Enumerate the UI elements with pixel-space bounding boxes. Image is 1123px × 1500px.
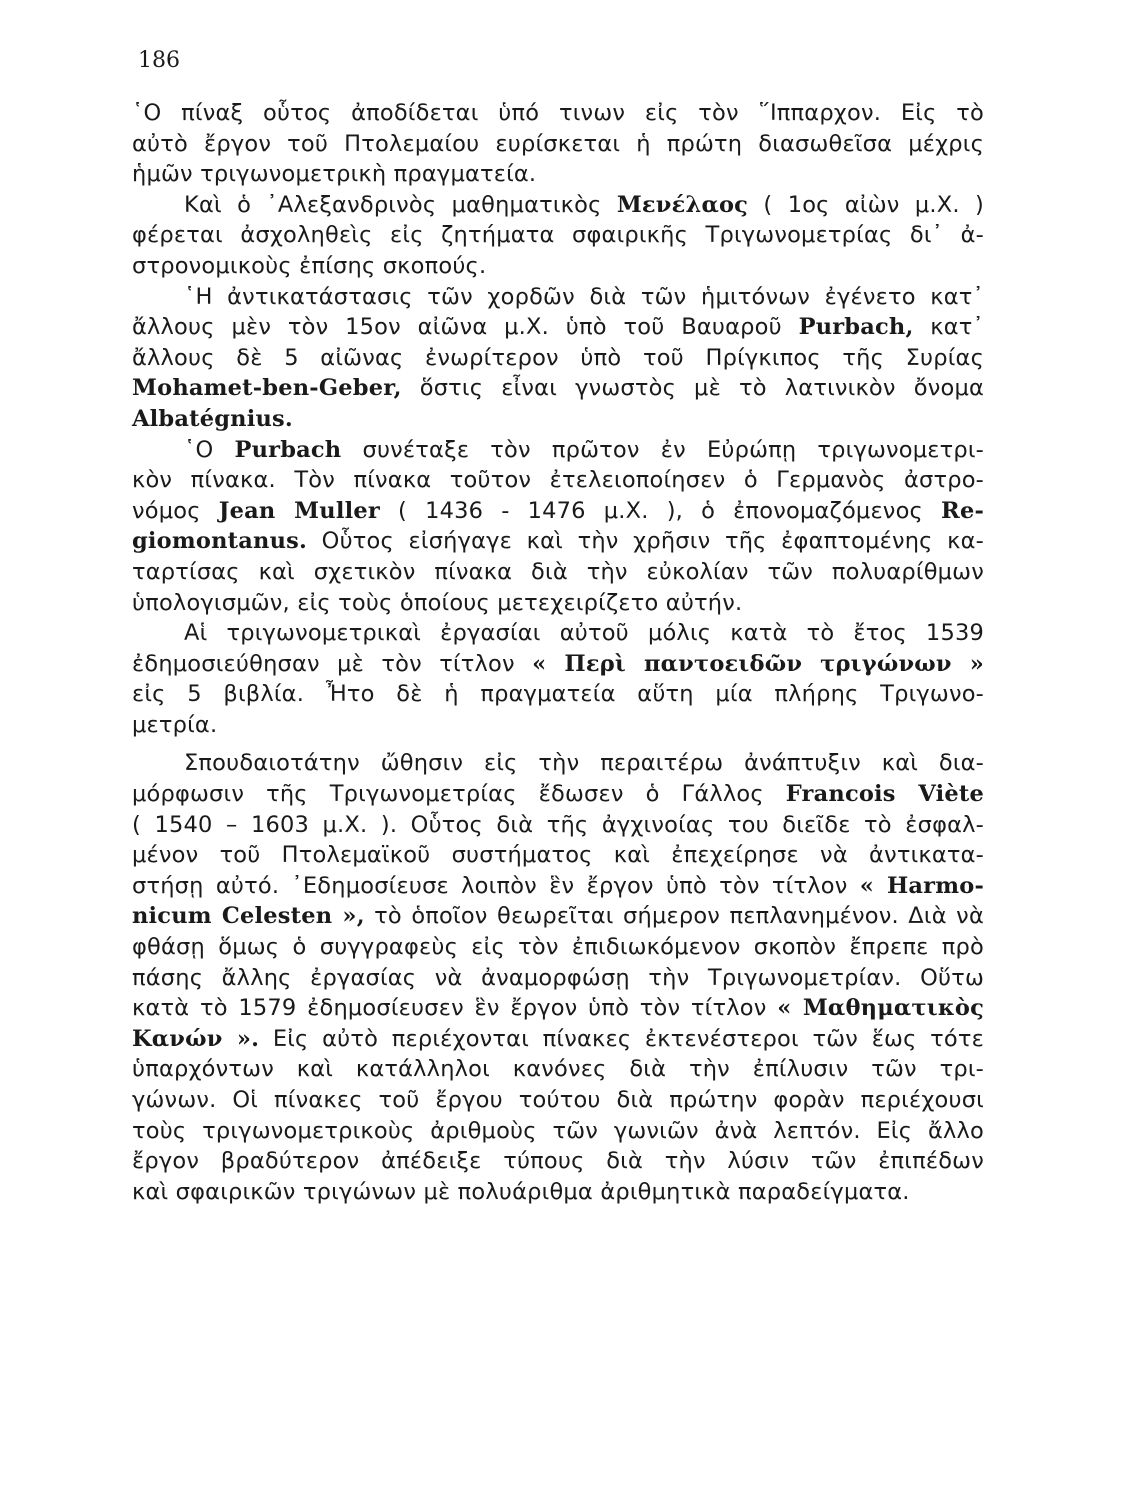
text-line: [132, 465, 984, 496]
text-segment: κατὰ τὸ 1579 ἐδημοσίευσεν ἓν ἔργον ὑπὸ τὸν τίτλον: [132, 995, 778, 1022]
bold-text: Jean Muller: [218, 497, 380, 524]
text-segment: πάσης ἄλλης ἐργασίας νὰ ἀναμορφώσῃ τὴν Τριγωνομετρίαν. Οὕτω: [132, 964, 984, 991]
text-line: [132, 1085, 984, 1116]
text-line: [132, 871, 984, 902]
bold-text: « Περὶ παντοειδῶν τριγώνων »: [532, 650, 984, 677]
text-line: [132, 190, 984, 221]
bold-text: giomontanus.: [132, 528, 308, 555]
text-line: [132, 840, 984, 871]
text-segment: ῾Ο: [184, 436, 235, 463]
text-segment: μετρία.: [132, 711, 218, 738]
bold-text: « Μαθηματικὸς: [777, 995, 984, 1022]
text-segment: μόρφωσιν τῆς Τριγωνομετρίας ἔδωσεν ὁ Γάλλος: [132, 781, 786, 808]
text-line: [132, 251, 984, 282]
text-segment: Καὶ ὁ ᾿Αλεξανδρινὸς μαθηματικὸς: [184, 191, 617, 218]
text-segment: ἔργον βραδύτερον ἀπέδειξε τύπους διὰ τὴν λύσιν τῶν ἐπιπέδων: [132, 1148, 984, 1175]
body-text: [132, 98, 984, 1207]
text-line: [132, 710, 984, 741]
text-line: [132, 98, 984, 129]
text-segment: συνέταξε τὸν πρῶτον ἐν Εὐρώπῃ τριγωνομετρι-: [341, 436, 984, 463]
text-line: [132, 282, 984, 313]
text-segment: κατ᾿: [913, 314, 984, 341]
text-segment: τοὺς τριγωνομετρικοὺς ἀριθμοὺς τῶν γωνιῶν ἀνὰ λεπτόν. Εἰς ἄλλο: [132, 1117, 984, 1144]
text-segment: Αἱ τριγωνομετρικαὶ ἐργασίαι αὐτοῦ μόλις κατὰ τὸ ἔτος 1539: [184, 620, 984, 647]
text-segment: φθάσῃ ὅμως ὁ συγγραφεὺς εἰς τὸν ἐπιδιωκόμενον σκοπὸν ἔπρεπε πρὸ: [132, 934, 984, 961]
text-line: [132, 779, 984, 810]
text-segment: γώνων. Οἱ πίνακες τοῦ ἔργου τούτου διὰ πρώτην φορὰν περιέχουσι: [132, 1087, 984, 1113]
text-segment: ἄλλους δὲ 5 αἰῶνας ἐνωρίτερον ὑπὸ τοῦ Πρίγκιπος τῆς Συρίας: [132, 344, 984, 371]
text-line: [132, 649, 984, 680]
bold-text: Κανών ».: [132, 1025, 260, 1052]
text-line: [132, 496, 984, 527]
bold-text: nicum Celesten »,: [132, 903, 365, 930]
bold-text: Francois Viète: [785, 781, 985, 808]
text-segment: αὐτὸ ἔργον τοῦ Πτολεμαίου ευρίσκεται ἡ πρώτη διασωθεῖσα μέχρις: [132, 130, 984, 157]
text-segment: Οὗτος εἰσήγαγε καὶ τὴν χρῆσιν τῆς ἐφαπτομένης κα-: [307, 528, 984, 555]
text-segment: φέρεται ἀσχοληθεὶς εἰς ζητήματα σφαιρικῆς Τριγωνομετρίας δι᾿ ἀ-: [132, 222, 984, 249]
text-line: [132, 618, 984, 649]
text-line: [132, 963, 984, 994]
text-segment: στρονομικοὺς ἐπίσης σκοπούς.: [132, 252, 487, 279]
text-segment: ( 1436 - 1476 μ.Χ. ), ὁ ἐπονομαζόμενος: [379, 497, 942, 524]
text-segment: ὑπαρχόντων καὶ κατάλληλοι κανόνες διὰ τὴν ἐπίλυσιν τῶν τρι-: [132, 1056, 984, 1083]
text-segment: εἰς 5 βιβλία. Ἦτο δὲ ἡ πραγματεία αὕτη μία πλήρης Τριγωνο-: [132, 681, 984, 708]
text-line: [132, 588, 984, 619]
text-segment: μένον τοῦ Πτολεμαϊκοῦ συστήματος καὶ ἐπεχείρησε νὰ ἀντικατα-: [132, 842, 984, 869]
bold-text: Re-: [941, 497, 984, 524]
text-segment: ταρτίσας καὶ σχετικὸν πίνακα διὰ τὴν εὐκολίαν τῶν πολυαρίθμων: [132, 558, 984, 585]
text-segment: ἄλλους μὲν τὸν 15ον αἰῶνα μ.Χ. ὑπὸ τοῦ Βαυαροῦ: [132, 314, 799, 341]
text-line: [132, 343, 984, 374]
text-line: [132, 129, 984, 160]
text-segment: ὅστις εἶναι γνωστὸς μὲ τὸ λατινικὸν ὄνομα: [401, 375, 984, 402]
text-segment: νόμος: [132, 497, 219, 524]
text-line: [132, 404, 984, 435]
text-line: [132, 748, 984, 779]
text-segment: ῾Η ἀντικατάστασις τῶν χορδῶν διὰ τῶν ἡμιτόνων ἐγένετο κατ᾿: [184, 283, 984, 310]
text-segment: στήσῃ αὐτό. ᾿Εδημοσίευσε λοιπὸν ἓν ἔργον ὑπὸ τὸν τίτλον: [132, 872, 860, 899]
text-line: [132, 557, 984, 588]
text-segment: ῾Ο πίναξ οὗτος ἀποδίδεται ὑπό τινων εἰς τὸν ῞Ιππαρχον. Εἰς τὸ: [132, 100, 984, 126]
text-segment: Εἰς αὐτὸ περιέχονται πίνακες ἐκτενέστεροι τῶν ἕως τότε: [259, 1025, 984, 1052]
text-line: [132, 993, 984, 1024]
page-number: 186: [138, 48, 180, 73]
text-line: [132, 526, 984, 557]
text-line: [132, 679, 984, 710]
text-line: [132, 1024, 984, 1055]
text-line: [132, 1146, 984, 1177]
text-segment: ( 1ος αἰὼν μ.Χ. ): [748, 191, 985, 218]
text-segment: ἐδημοσιεύθησαν μὲ τὸν τίτλον: [132, 650, 533, 677]
text-segment: καὶ σφαιρικῶν τριγώνων μὲ πολυάριθμα ἀριθμητικὰ παραδείγματα.: [132, 1178, 910, 1205]
text-segment: ὑπολογισμῶν, εἰς τοὺς ὁποίους μετεχειρίζετο αὐτήν.: [132, 589, 743, 616]
bold-text: Purbach,: [798, 314, 914, 341]
text-segment: κὸν πίνακα. Τὸν πίνακα τοῦτον ἐτελειοποίησεν ὁ Γερμανὸς ἀστρο-: [132, 467, 984, 494]
text-line: [132, 435, 984, 466]
text-segment: τὸ ὁποῖον θεωρεῖται σήμερον πεπλανημένον. Διὰ νὰ: [364, 903, 984, 930]
text-line: [132, 1177, 984, 1208]
text-line: [132, 1116, 984, 1147]
text-segment: ἡμῶν τριγωνομετρικὴ πραγματεία.: [132, 161, 537, 188]
text-line: [132, 932, 984, 963]
text-line: [132, 159, 984, 190]
text-line: [132, 220, 984, 251]
text-line: [132, 901, 984, 932]
text-line: [132, 1054, 984, 1085]
bold-text: Mohamet-ben-Geber,: [132, 375, 402, 402]
text-line: [132, 312, 984, 343]
bold-text: Albatégnius.: [132, 405, 293, 432]
bold-text: « Harmo-: [859, 872, 984, 899]
bold-text: Purbach: [234, 436, 342, 463]
text-segment: ( 1540 – 1603 μ.Χ. ). Οὗτος διὰ τῆς ἀγχινοίας του διεῖδε τὸ ἐσφαλ-: [132, 811, 984, 838]
text-line: [132, 810, 984, 841]
text-segment: Σπουδαιοτάτην ὤθησιν εἰς τὴν περαιτέρω ἀνάπτυξιν καὶ δια-: [184, 750, 984, 777]
bold-text: Μενέλαος: [616, 191, 749, 218]
text-line: [132, 373, 984, 404]
